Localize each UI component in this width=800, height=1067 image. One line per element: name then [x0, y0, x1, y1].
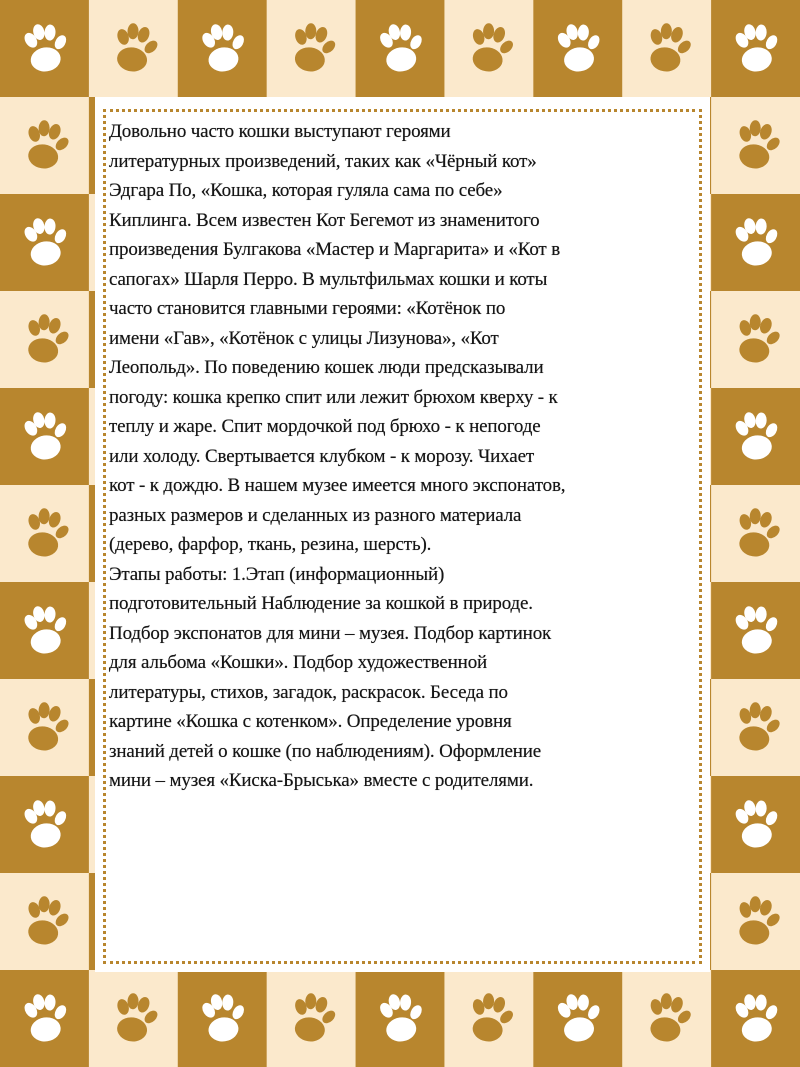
text-line: Подбор экспонатов для мини – музея. Подбор картинок: [109, 622, 552, 644]
text-line: Леопольд». По поведению кошек люди предсказывали: [109, 357, 544, 378]
text-line: часто становится главными героями: «Котёнок по: [109, 298, 506, 319]
text-line: (дерево, фарфор, ткань, резина, шерсть).: [109, 534, 432, 555]
text-panel: [95, 97, 710, 972]
text-line: разных размеров и сделанных из разного материала: [109, 504, 522, 526]
text-line: погоду: кошка крепко спит или лежит брюхом кверху - к: [109, 386, 558, 408]
text-line: знаний детей о кошке (по наблюдениям). Оформление: [109, 740, 542, 762]
article-text: [109, 117, 699, 796]
text-line: произведения Булгакова «Мастер и Маргарита» и «Кот в: [109, 239, 561, 260]
text-line: подготовительный Наблюдение за кошкой в природе.: [109, 593, 533, 614]
text-line: кот - к дождю. В нашем музее имеется много экспонатов,: [109, 475, 566, 496]
text-line: Эдгара По, «Кошка, которая гуляла сама по себе»: [109, 180, 503, 201]
text-line: литературы, стихов, загадок, раскрасок. Беседа по: [109, 681, 508, 703]
text-line: Довольно часто кошки выступают героями: [109, 121, 451, 142]
text-line: картине «Кошка с котенком». Определение уровня: [109, 711, 512, 732]
text-line: имени «Гав», «Котёнок с улицы Лизунова», «Кот: [109, 327, 499, 349]
text-line: сапогах» Шарля Перро. В мультфильмах кошки и коты: [109, 268, 548, 290]
text-line: Киплинга. Всем известен Кот Бегемот из знаменитого: [109, 209, 540, 231]
text-line: литературных произведений, таких как «Чёрный кот»: [109, 150, 537, 172]
text-line: или холоду. Свертывается клубком - к морозу. Чихает: [109, 445, 534, 467]
text-line: теплу и жаре. Спит мордочкой под брюхо - к непогоде: [109, 416, 541, 437]
text-line: мини – музея «Киска-Брыська» вместе с родителями.: [109, 770, 534, 791]
text-line: для альбома «Кошки». Подбор художественной: [109, 652, 488, 673]
text-line: Этапы работы: 1.Этап (информационный): [109, 563, 445, 585]
